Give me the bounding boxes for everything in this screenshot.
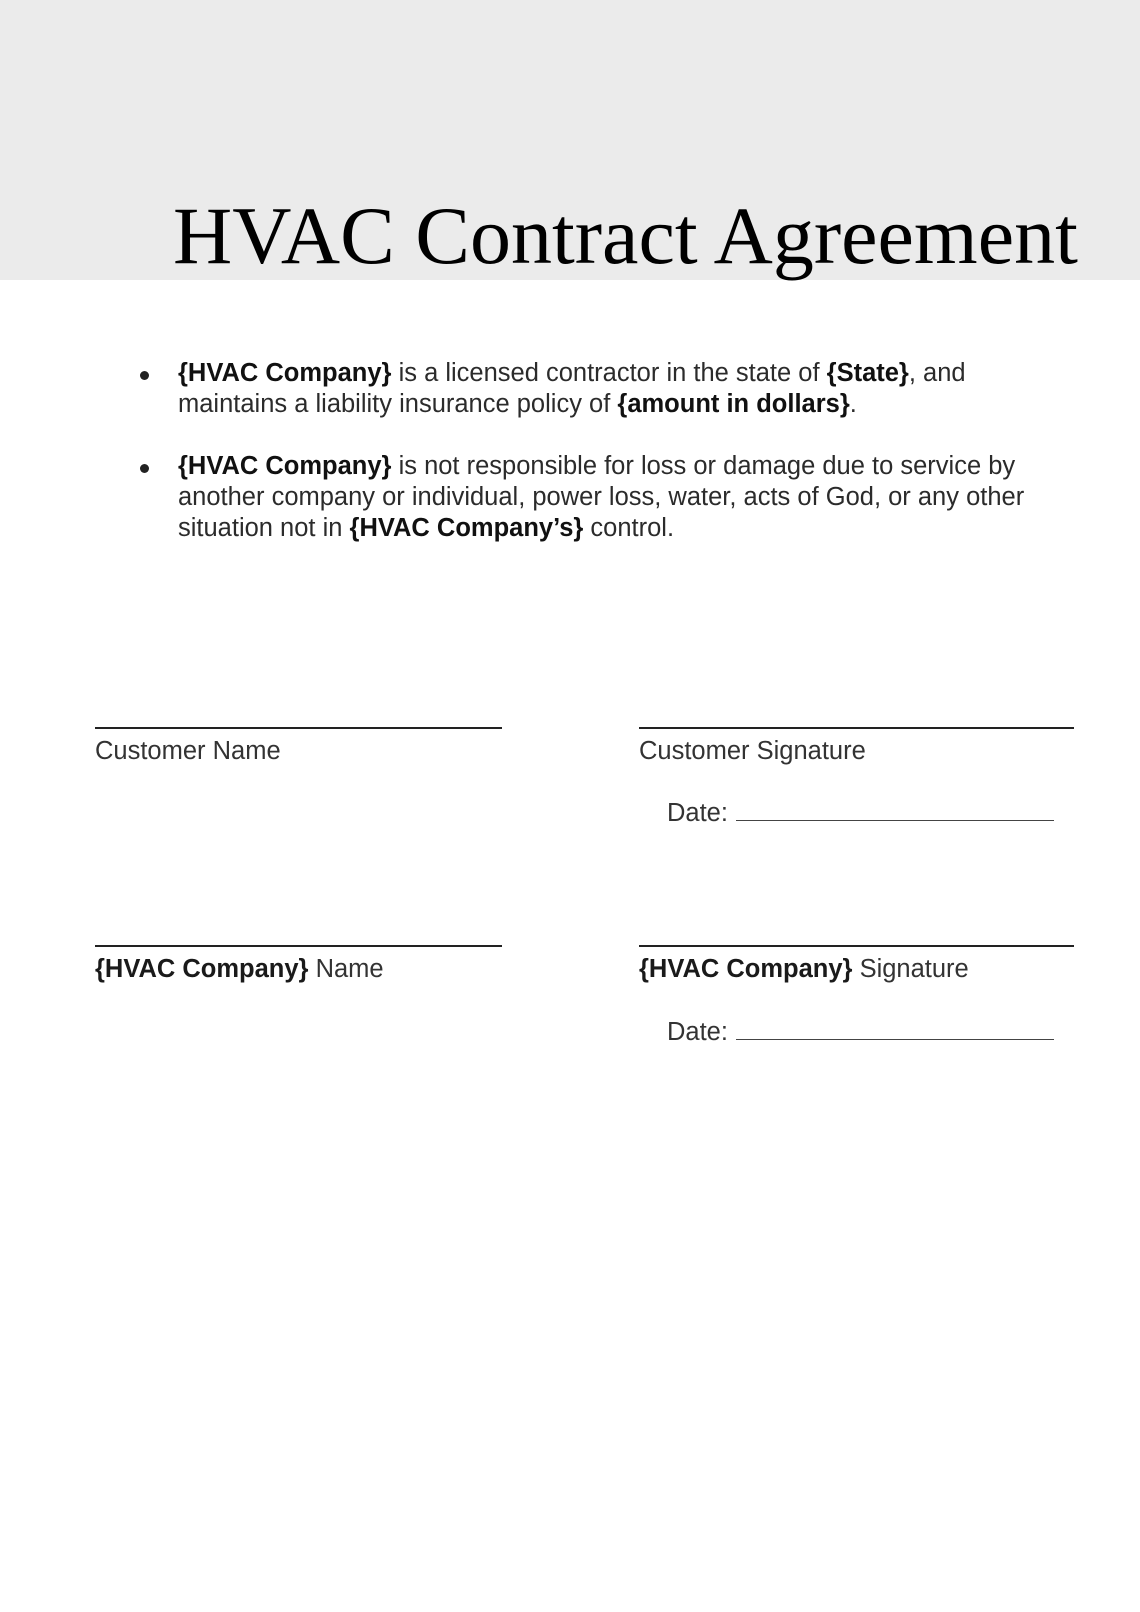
date-label: Date: bbox=[667, 799, 728, 827]
placeholder-company: {HVAC Company} bbox=[639, 955, 853, 983]
placeholder-state: {State} bbox=[826, 359, 909, 387]
date-label: Date: bbox=[667, 1018, 728, 1046]
document-title: HVAC Contract Agreement bbox=[173, 190, 1078, 281]
customer-date-row bbox=[667, 798, 1054, 828]
clause-list bbox=[138, 358, 1078, 575]
clause-text: is not responsible for loss or damage due to service by another company or individual, power loss, water, acts of God, or any other situation not in bbox=[178, 452, 1025, 542]
customer-signature-label: Customer Signature bbox=[639, 737, 866, 765]
placeholder-company-possessive: {HVAC Company’s} bbox=[349, 514, 584, 542]
placeholder-company: {HVAC Company} bbox=[95, 955, 309, 983]
signature-suffix: Signature bbox=[852, 955, 969, 983]
placeholder-amount: {amount in dollars} bbox=[617, 390, 850, 418]
customer-signature-line[interactable] bbox=[639, 727, 1074, 729]
clause-text: . bbox=[849, 390, 857, 418]
clause-text: is a licensed contractor in the state of bbox=[391, 359, 827, 387]
clause-text: control. bbox=[583, 514, 675, 542]
customer-name-line[interactable] bbox=[95, 727, 502, 729]
placeholder-company: {HVAC Company} bbox=[178, 452, 392, 480]
placeholder-company: {HVAC Company} bbox=[178, 359, 392, 387]
clause-item bbox=[138, 358, 1078, 420]
bullet-dot-icon bbox=[140, 464, 149, 473]
company-signature-label bbox=[639, 954, 969, 984]
name-suffix: Name bbox=[308, 955, 384, 983]
customer-name-label: Customer Name bbox=[95, 737, 281, 765]
company-name-line[interactable] bbox=[95, 945, 502, 947]
bullet-dot-icon bbox=[140, 371, 149, 380]
company-signature-line[interactable] bbox=[639, 945, 1074, 947]
clause-item bbox=[138, 451, 1078, 544]
clause-text: , and maintains a liability insurance policy of bbox=[178, 359, 966, 418]
company-date-row bbox=[667, 1017, 1054, 1047]
company-date-field[interactable] bbox=[736, 1017, 1054, 1040]
company-name-label bbox=[95, 954, 384, 984]
customer-date-field[interactable] bbox=[736, 798, 1054, 821]
